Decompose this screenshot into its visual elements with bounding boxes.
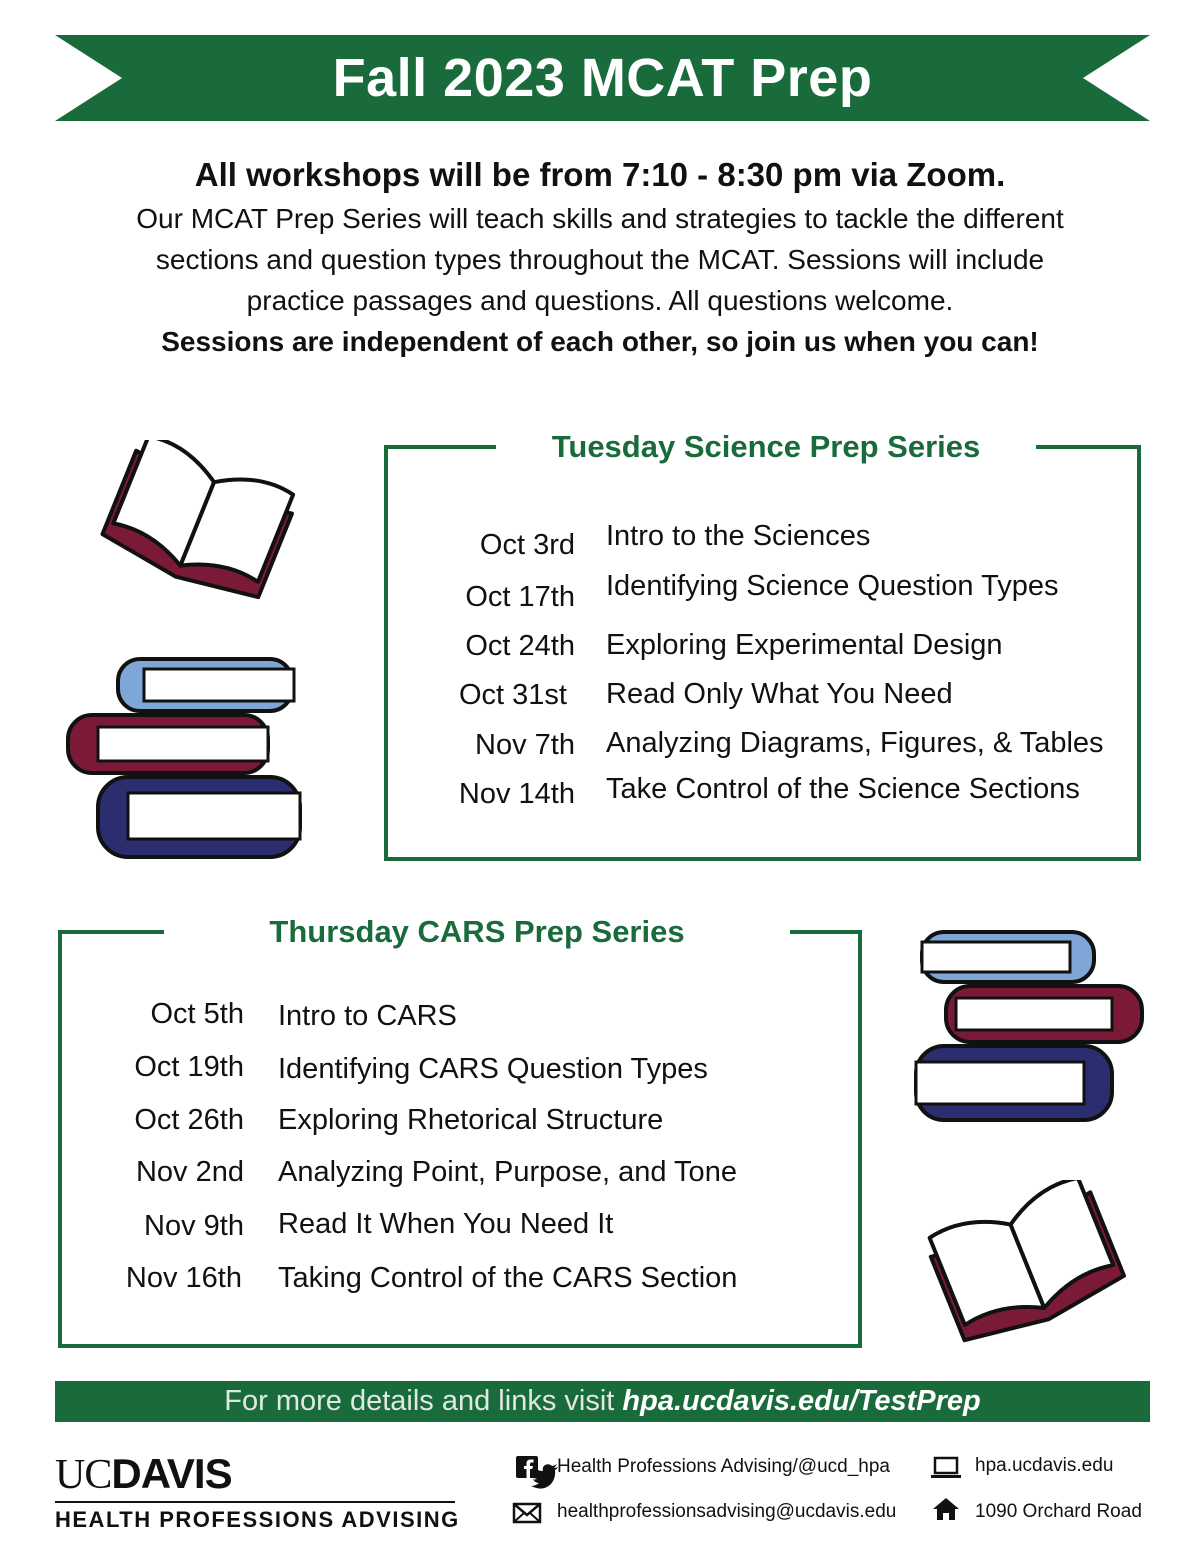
social-handle[interactable]: Health Professions Advising/@ucd_hpa (557, 1456, 890, 1477)
session-topic: Intro to CARS (278, 1000, 457, 1032)
cars-series-title: Thursday CARS Prep Series (164, 914, 790, 950)
title-banner (55, 35, 1150, 121)
session-row (388, 677, 1137, 717)
session-date: Nov 9th (144, 1210, 244, 1242)
session-date: Oct 26th (134, 1104, 244, 1136)
session-row (62, 1262, 858, 1302)
session-row (388, 727, 1137, 767)
session-date: Nov 14th (458, 778, 575, 810)
session-topic: Intro to the Sciences (606, 520, 871, 552)
address-text: 1090 Orchard Road (975, 1501, 1142, 1522)
ucdavis-logo (55, 1450, 460, 1533)
session-row (62, 1156, 858, 1196)
session-row (62, 998, 858, 1038)
session-topic: Take Control of the Science Sections (606, 773, 1080, 805)
home-icon (932, 1496, 960, 1522)
page-title: Fall 2023 MCAT Prep (332, 48, 873, 108)
session-row (62, 1051, 858, 1091)
mail-icon (512, 1502, 542, 1524)
session-date: Oct 3rd (479, 529, 575, 561)
session-topic: Identifying Science Question Types (606, 570, 1059, 602)
intro-body-line: Our MCAT Prep Series will teach skills and strategies to tackle the different (136, 203, 1064, 234)
intro-closing: Sessions are independent of each other, so join us when you can! (161, 326, 1039, 357)
session-row (62, 1104, 858, 1144)
session-date: Nov 16th (125, 1262, 242, 1294)
logo-uc: UC (55, 1452, 112, 1498)
session-topic: Analyzing Diagrams, Figures, & Tables (606, 727, 1104, 759)
twitter-icon (530, 1462, 560, 1490)
science-series-box (384, 429, 1141, 861)
session-row (62, 1210, 858, 1250)
session-topic: Analyzing Point, Purpose, and Tone (278, 1156, 737, 1188)
book-stack-icon (64, 655, 309, 865)
intro-body-line: practice passages and questions. All questions welcome. (246, 285, 954, 316)
session-date: Oct 24th (465, 630, 575, 662)
session-date: Oct 19th (134, 1051, 244, 1083)
cars-series-box (58, 914, 862, 1348)
open-book-icon (95, 440, 305, 610)
intro-headline: All workshops will be from 7:10 - 8:30 pm via Zoom. (194, 156, 1006, 193)
session-date: Nov 2nd (135, 1156, 244, 1188)
laptop-icon (930, 1456, 962, 1480)
session-topic: Read Only What You Need (606, 678, 953, 710)
session-row (388, 520, 1137, 565)
details-banner (55, 1381, 1150, 1422)
session-topic: Exploring Rhetorical Structure (278, 1104, 664, 1136)
intro-body-line: sections and question types throughout the MCAT. Sessions will include (155, 244, 1045, 275)
email-link[interactable]: healthprofessionsadvising@ucdavis.edu (557, 1501, 897, 1522)
details-text: For more details and links visit (224, 1385, 623, 1417)
test-prep-link[interactable]: hpa.ucdavis.edu/TestPrep (622, 1385, 981, 1417)
session-date: Oct 5th (150, 998, 244, 1030)
session-date: Nov 7th (475, 729, 575, 761)
session-date: Oct 31st (459, 679, 567, 711)
open-book-icon (922, 1180, 1137, 1345)
session-date: Oct 17th (465, 581, 575, 613)
intro-section (40, 152, 1160, 363)
book-stack-icon (912, 928, 1147, 1128)
session-topic: Taking Control of the CARS Section (278, 1262, 738, 1294)
session-topic: Identifying CARS Question Types (278, 1053, 708, 1085)
logo-department: HEALTH PROFESSIONS ADVISING (55, 1507, 460, 1532)
session-topic: Exploring Experimental Design (606, 629, 1003, 661)
logo-davis: DAVIS (111, 1450, 232, 1497)
logo-divider (55, 1501, 455, 1503)
website-link[interactable]: hpa.ucdavis.edu (975, 1455, 1114, 1476)
session-row (388, 629, 1137, 669)
session-row (388, 570, 1137, 617)
session-row (388, 775, 1137, 815)
session-topic: Read It When You Need It (278, 1208, 614, 1240)
science-series-title: Tuesday Science Prep Series (496, 429, 1036, 465)
